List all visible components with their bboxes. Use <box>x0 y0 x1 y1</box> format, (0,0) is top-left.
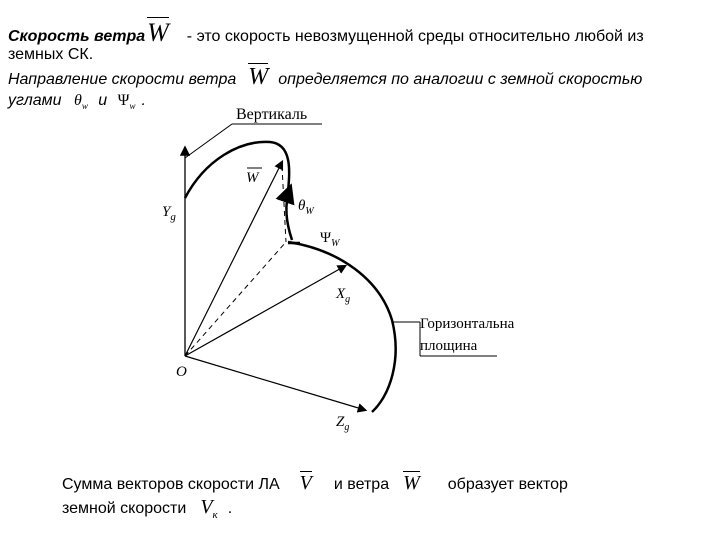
zg-axis <box>185 356 365 410</box>
theta-w-symbol: $\theta_w$ <box>73 92 88 112</box>
vertical-label: Вертикаль <box>236 106 308 123</box>
ground-speed-text: земной скорости <box>62 500 187 517</box>
forms-vector-text: образует вектор <box>447 476 568 493</box>
and-wind-text: и ветра <box>333 476 390 493</box>
vertical-arc <box>185 142 289 198</box>
angles-text: углами <box>8 92 62 109</box>
definition-text-cont: земных СК. <box>8 46 94 63</box>
footer-line-1 <box>62 474 568 494</box>
wind-vector-symbol-2: W <box>248 64 269 90</box>
psi-w-symbol: $\Psi_w$ <box>117 92 136 112</box>
sum-text: Сумма векторов скорости ЛА <box>62 476 280 493</box>
direction-text-rest: определяется по аналогии с земной скоростью <box>278 71 643 88</box>
w-vector-symbol-footer: W <box>403 472 420 494</box>
header-line-4: углами $\theta_w$ и $\Psi_w$ . <box>8 92 146 112</box>
footer-line-2: земной скорости $V_к$ . <box>62 496 233 521</box>
vk-symbol: $V_к$ <box>200 496 218 521</box>
v-vector-symbol: V <box>299 472 312 494</box>
xg-axis <box>185 266 345 356</box>
theta-w-arc <box>286 188 292 240</box>
wind-speed-term: Скорость ветра <box>8 28 146 45</box>
definition-text: - это скорость невозмущенной среды относительно любой из <box>186 28 644 45</box>
psi-w-label: $\Psi_W$ <box>320 230 340 249</box>
w-vector <box>185 162 282 356</box>
xg-label: $X_g$ <box>336 286 351 305</box>
origin-label: O <box>176 364 187 380</box>
w-projection-dashed <box>185 242 286 356</box>
wind-vector-symbol: W <box>147 18 169 47</box>
zg-label: $Z_g$ <box>336 414 350 433</box>
direction-text: Направление скорости ветра <box>8 71 237 88</box>
w-vector-label: W <box>246 170 259 186</box>
w-vertical-dashed <box>282 166 286 242</box>
yg-label: $Y_g$ <box>162 204 176 223</box>
horizontal-label-1: Горизонтальна <box>420 316 515 332</box>
horizontal-label-2: площина <box>420 338 478 354</box>
and-text: и <box>98 92 108 109</box>
theta-w-label: $\theta_W$ <box>298 198 314 217</box>
